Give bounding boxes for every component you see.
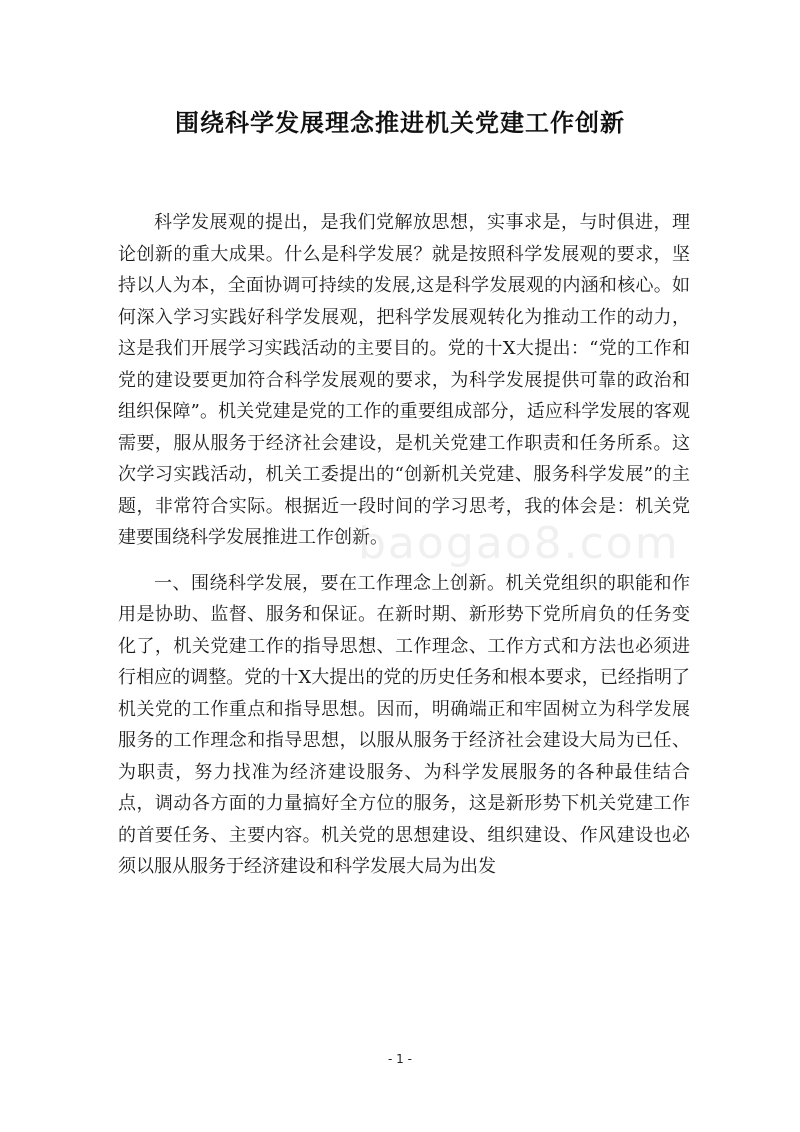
- watermark: baogao8.com: [358, 518, 680, 569]
- paragraph-2: 一、围绕科学发展，要在工作理念上创新。机关党组织的职能和作用是协助、监督、服务和保证。在新时期、新形势下党所肩负的任务变化了，机关党建工作的指导思想、工作理念、工作方式和方法也必须进行相应的调整。党的十X大提出的党的历史任务和根本要求，已经指明了机关党的工作重点和指导思想。因而，明确端正和牢固树立为科学发展服务的工作理念和指导思想，以服从服务于经济社会建设大局为已任、为职责，努力找准为经济建设服务、为科学发展服务的各种最佳结合点，调动各方面的力量搞好全方位的服务，这是新形势下机关党建工作的首要任务、主要内容。机关党的思想建设、组织建设、作风建设也必须以服从服务于经济建设和科学发展大局为出发: [118, 572, 690, 877]
- paragraph-1: 科学发展观的提出，是我们党解放思想，实事求是，与时俱进，理论创新的重大成果。什么是科学发展？就是按照科学发展观的要求，坚持以人为本，全面协调可持续的发展,这是科学发展观的内涵和核心。如何深入学习实践好科学发展观，把科学发展观转化为推动工作的动力，这是我们开展学习实践活动的主要目的。党的十X大提出：“党的工作和党的建设要更加符合科学发展观的要求，为科学发展提供可靠的政治和组织保障”。机关党建是党的工作的重要组成部分，适应科学发展的客观需要，服从服务于经济社会建设，是机关党建工作职责和任务所系。这次学习实践活动，机关工委提出的“创新机关党建、服务科学发展”的主题，非常符合实际。根据近一段时间的学习思考，我的体会是：机关党建要围绕科学发展推进工作创新。: [118, 212, 690, 548]
- page-title: 围绕科学发展理念推进机关党建工作创新: [175, 109, 625, 137]
- body-text: [118, 207, 690, 883]
- page-number: - 1 -: [388, 1052, 412, 1066]
